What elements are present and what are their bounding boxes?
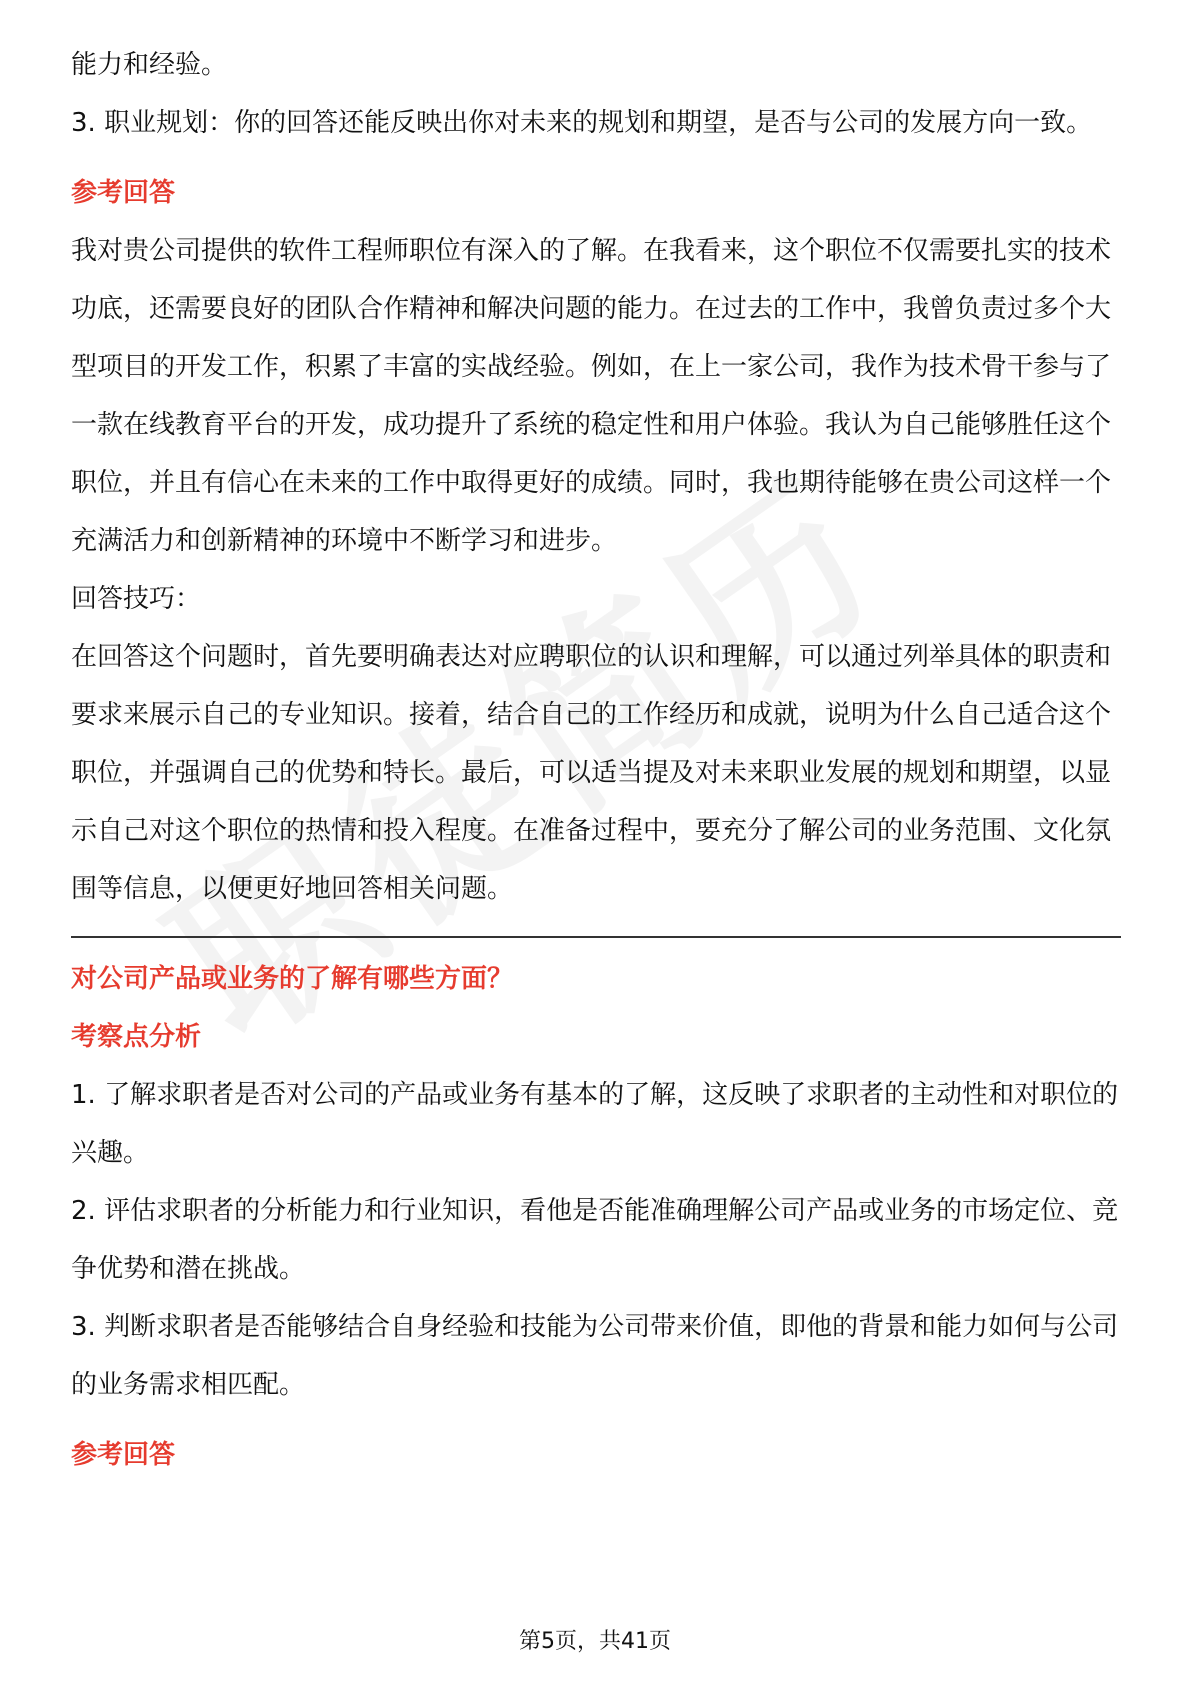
analysis-point: 3. 判断求职者是否能够结合自身经验和技能为公司带来价值，即他的背景和能力如何与公司的业务需求相匹配。 <box>71 1312 1119 1400</box>
analysis-point: 1. 了解求职者是否对公司的产品或业务有基本的了解，这反映了求职者的主动性和对职位的兴趣。 <box>71 1080 1119 1168</box>
list-item-career-planning: 3. 职业规划：你的回答还能反映出你对未来的规划和期望，是否与公司的发展方向一致。 <box>71 108 1093 138</box>
reference-answer-heading: 参考回答 <box>71 178 176 208</box>
page-number: 第5页，共41页 <box>519 1629 671 1654</box>
analysis-heading: 考察点分析 <box>71 1022 202 1052</box>
reference-answer-text: 我对贵公司提供的软件工程师职位有深入的了解。在我看来，这个职位不仅需要扎实的技术功底，还需要良好的团队合作精神和解决问题的能力。在过去的工作中，我曾负责过多个大型项目的开发工作，积累了丰富的实战经验。例如，在上一家公司，我作为技术骨干参与了一款在线教育平台的开发，成功提升了系统的稳定性和用户体验。我认为自己能够胜任这个职位，并且有信心在未来的工作中取得更好的成绩。同时，我也期待能够在贵公司这样一个充满活力和创新精神的环境中不断学习和进步。 <box>71 236 1112 556</box>
analysis-point: 2. 评估求职者的分析能力和行业知识，看他是否能准确理解公司产品或业务的市场定位、竞争优势和潜在挑战。 <box>71 1196 1119 1284</box>
answer-tips-label: 回答技巧： <box>71 584 202 614</box>
reference-answer-heading: 参考回答 <box>71 1440 176 1470</box>
page-content <box>71 36 1119 1484</box>
paragraph-continuation: 能力和经验。 <box>71 50 228 80</box>
answer-tips-text: 在回答这个问题时，首先要明确表达对应聘职位的认识和理解，可以通过列举具体的职责和要求来展示自己的专业知识。接着，结合自己的工作经历和成就，说明为什么自己适合这个职位，并强调自己的优势和特长。最后，可以适当提及对未来职业发展的规划和期望，以显示自己对这个职位的热情和投入程度。在准备过程中，要充分了解公司的业务范围、文化氛围等信息，以便更好地回答相关问题。 <box>71 642 1112 904</box>
section-divider <box>71 936 1121 938</box>
question-heading: 对公司产品或业务的了解有哪些方面？ <box>71 964 514 994</box>
